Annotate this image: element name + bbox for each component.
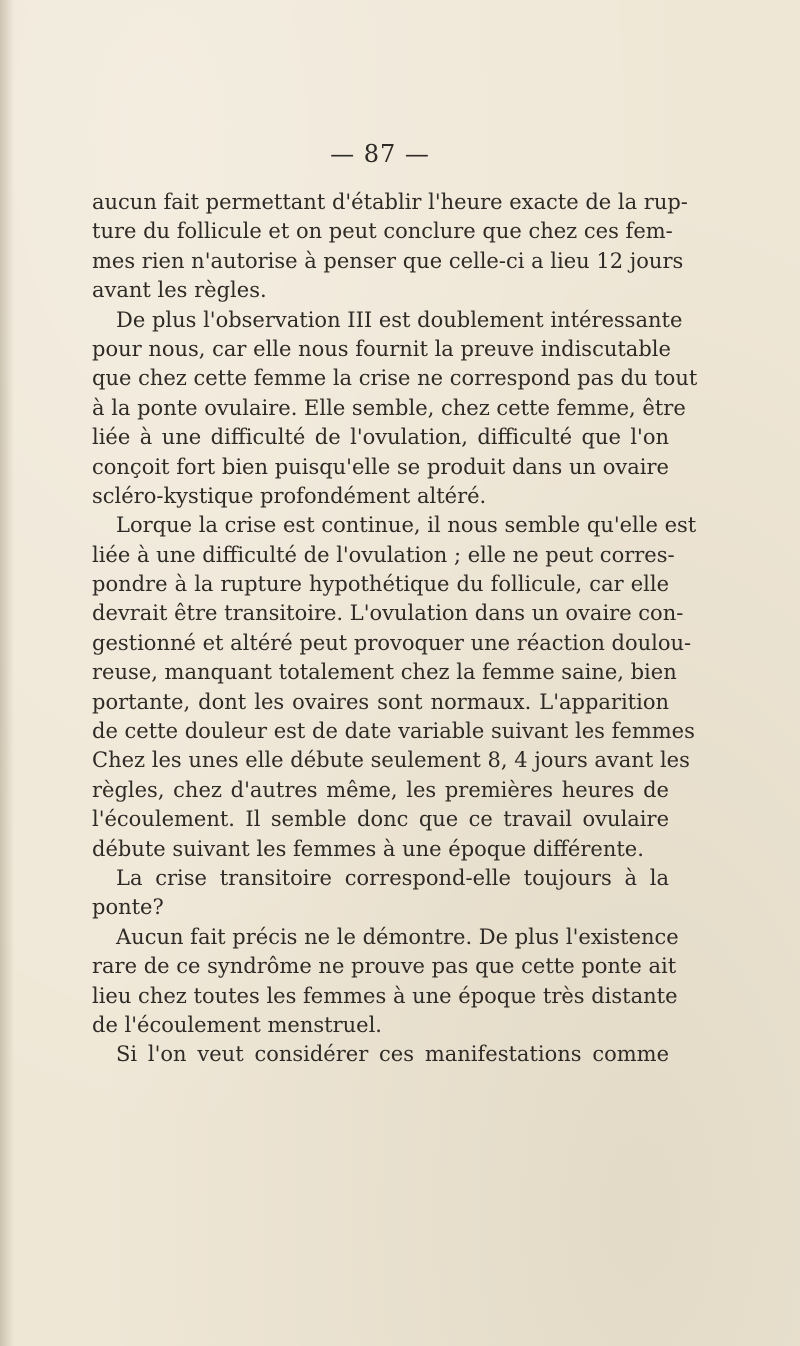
text-line: conçoit fort bien puisqu'elle se produit dans un ovaire — [92, 454, 669, 479]
body-text — [92, 188, 698, 1070]
text-line: mes rien n'autorise à penser que celle-ci a lieu 12 jours — [92, 248, 684, 273]
text-line: De plus l'observation III est doublement intéressante — [116, 307, 683, 332]
text-line: gestionné et altéré peut provoquer une réaction doulou- — [92, 630, 692, 655]
text-line: reuse, manquant totalement chez la femme saine, bien — [92, 660, 677, 685]
page-edge-shadow — [0, 0, 14, 1346]
text-line: devrait être transitoire. L'ovulation dans un ovaire con- — [92, 601, 684, 626]
page-number: — 87 — — [330, 140, 430, 168]
text-line: La crise transitoire correspond-elle toujours à la — [116, 865, 669, 890]
text-line: Si l'on veut considérer ces manifestations comme — [116, 1042, 669, 1067]
text-line: de l'écoulement menstruel. — [92, 1012, 382, 1037]
text-line: ponte? — [92, 895, 164, 920]
text-line: pour nous, car elle nous fournit la preuve indiscutable — [92, 336, 671, 361]
text-line: de cette douleur est de date variable suivant les femmes — [92, 719, 695, 744]
text-line: Aucun fait précis ne le démontre. De plus l'existence — [116, 924, 679, 949]
text-line: que chez cette femme la crise ne correspond pas du tout — [92, 366, 698, 391]
text-line: Chez les unes elle débute seulement 8, 4 jours avant les — [92, 748, 690, 773]
text-line: scléro-kystique profondément altéré. — [92, 483, 487, 508]
text-line: Lorque la crise est continue, il nous semble qu'elle est — [116, 513, 697, 538]
text-line: aucun fait permettant d'établir l'heure exacte de la rup- — [92, 190, 688, 214]
text-line: portante, dont les ovaires sont normaux. L'apparition — [92, 689, 669, 714]
text-line: rare de ce syndrôme ne prouve pas que cette ponte ait — [92, 954, 677, 979]
text-line: lieu chez toutes les femmes à une époque très distante — [92, 983, 678, 1008]
text-line: à la ponte ovulaire. Elle semble, chez cette femme, être — [92, 395, 686, 420]
text-line: pondre à la rupture hypothétique du follicule, car elle — [92, 572, 669, 597]
text-line: liée à une difficulté de l'ovulation ; elle ne peut corres- — [92, 542, 675, 567]
text-line: l'écoulement. Il semble donc que ce travail ovulaire — [92, 807, 669, 832]
text-line: liée à une difficulté de l'ovulation, difficulté que l'on — [92, 425, 669, 450]
text-line: ture du follicule et on peut conclure que chez ces fem- — [92, 219, 673, 244]
text-line: débute suivant les femmes à une époque différente. — [92, 836, 644, 861]
text-line: avant les règles. — [92, 278, 267, 303]
text-line: règles, chez d'autres même, les premières heures de — [92, 777, 669, 802]
